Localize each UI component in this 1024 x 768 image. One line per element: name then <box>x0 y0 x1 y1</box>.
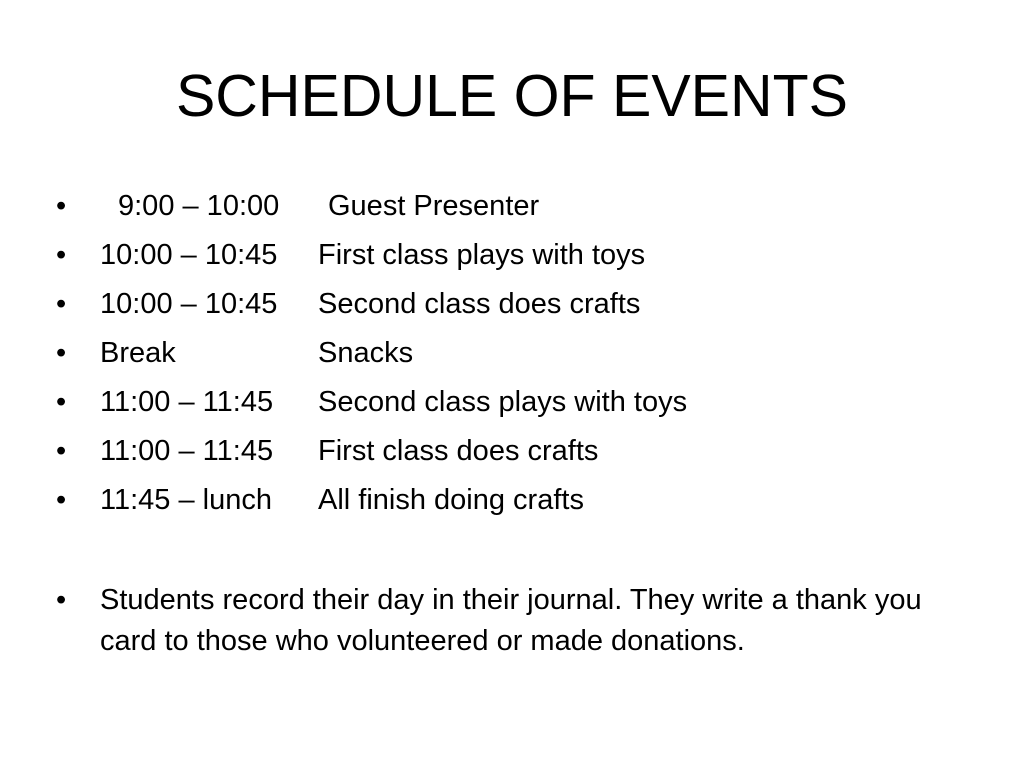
event-time: 10:00 – 10:45 <box>100 288 278 320</box>
event-time: 11:00 – 11:45 <box>100 435 274 467</box>
event-activity: Snacks <box>318 337 414 369</box>
bullet-icon: • <box>56 435 67 467</box>
event-activity: All finish doing crafts <box>318 484 584 516</box>
event-activity: Second class does crafts <box>318 288 641 320</box>
closing-note-text: Students record their day in their journal. They write a thank you card to those who volunteered or made donations. <box>100 584 922 657</box>
event-activity: First class does crafts <box>318 435 599 467</box>
event-time: 10:00 – 10:45 <box>100 239 278 271</box>
event-time: Break <box>100 337 176 369</box>
bullet-icon: • <box>56 584 67 616</box>
bullet-icon: • <box>56 484 67 516</box>
event-time: 11:00 – 11:45 <box>100 386 274 418</box>
bullet-icon: • <box>56 337 67 369</box>
bullet-icon: • <box>56 386 67 418</box>
event-time: 11:45 – lunch <box>100 484 272 516</box>
bullet-icon: • <box>56 190 67 222</box>
event-activity: Second class plays with toys <box>318 386 688 418</box>
bullet-icon: • <box>56 239 67 271</box>
bullet-icon: • <box>56 288 67 320</box>
event-activity: First class plays with toys <box>318 239 646 271</box>
event-time: 9:00 – 10:00 <box>118 190 280 222</box>
slide-title: SCHEDULE OF EVENTS <box>175 63 849 129</box>
event-activity: Guest Presenter <box>328 190 540 222</box>
